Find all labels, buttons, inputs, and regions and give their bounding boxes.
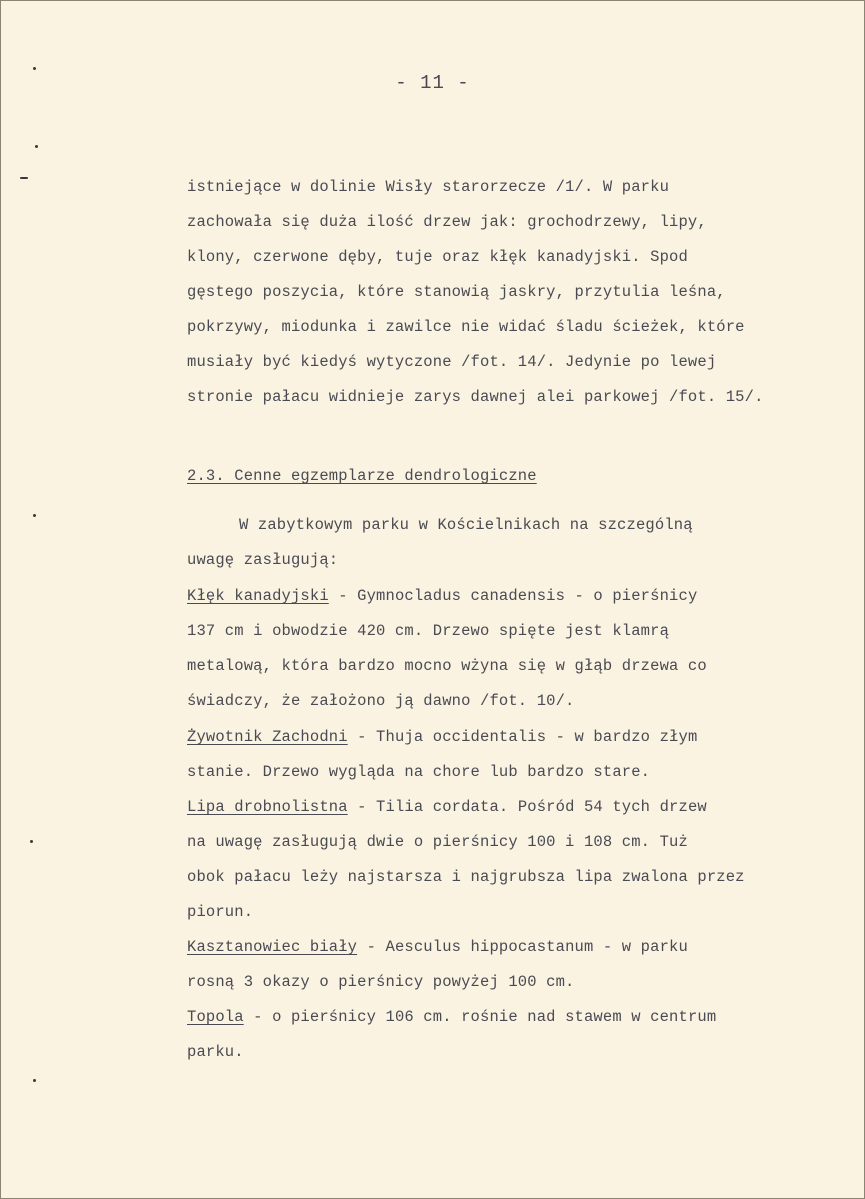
paragraph-line: zachowała się duża ilość drzew jak: grochodrzewy, lipy, [187, 213, 707, 231]
section-heading: 2.3. Cenne egzemplarze dendrologiczne [187, 467, 537, 485]
entry-text: - o pierśnicy 106 cm. rośnie nad stawem w centrum [243, 1008, 717, 1026]
margin-speck [33, 67, 36, 70]
entry-line: 137 cm i obwodzie 420 cm. Drzewo spięte jest klamrą [187, 622, 670, 640]
entry-name: Kłęk kanadyjski [187, 587, 329, 605]
entry-line: obok pałacu leży najstarsza i najgrubsza lipa zwalona przez [187, 868, 745, 886]
entry-text: - Aesculus hippocastanum - w parku [357, 938, 688, 956]
entry-topola [187, 1008, 716, 1026]
entry-line: świadczy, że założono ją dawno /fot. 10/. [187, 692, 575, 710]
entry-lipa-drobnolistna [187, 798, 707, 816]
margin-speck [30, 840, 33, 843]
paragraph-line: stronie pałacu widnieje zarys dawnej alei parkowej /fot. 15/. [187, 388, 764, 406]
entry-name: Lipa drobnolistna [187, 798, 348, 816]
paragraph-line: pokrzywy, miodunka i zawilce nie widać śladu ścieżek, które [187, 318, 745, 336]
entry-line: na uwagę zasługują dwie o pierśnicy 100 i 108 cm. Tuż [187, 833, 688, 851]
entry-text: - Thuja occidentalis - w bardzo złym [347, 728, 698, 746]
page-number: - 11 - [395, 72, 470, 94]
entry-name: Kasztanowiec biały [187, 938, 358, 956]
entry-line: piorun. [187, 903, 254, 921]
paragraph-line: musiały być kiedyś wytyczone /fot. 14/. Jedynie po lewej [187, 353, 717, 371]
paragraph-line: gęstego poszycia, które stanowią jaskry, przytulia leśna, [187, 283, 726, 301]
intro-line: W zabytkowym parku w Kościelnikach na szczególną [239, 516, 693, 534]
entry-kasztanowiec-bialy [187, 938, 688, 956]
margin-speck [33, 1079, 36, 1082]
intro-line: uwagę zasługują: [187, 551, 339, 569]
entry-kłęk-kanadyjski [187, 587, 697, 605]
entry-name: Żywotnik Zachodni [187, 728, 348, 746]
entry-name: Topola [187, 1008, 244, 1026]
entry-line: rosną 3 okazy o pierśnicy powyżej 100 cm. [187, 973, 575, 991]
margin-speck [20, 177, 28, 179]
entry-line: stanie. Drzewo wygląda na chore lub bardzo stare. [187, 763, 651, 781]
entry-line: parku. [187, 1043, 244, 1061]
margin-speck [33, 514, 36, 517]
paragraph-line: klony, czerwone dęby, tuje oraz kłęk kanadyjski. Spod [187, 248, 688, 266]
entry-zywotnik-zachodni [187, 728, 697, 746]
margin-speck [35, 145, 38, 148]
entry-text: - Gymnocladus canadensis - o pierśnicy [328, 587, 698, 605]
paragraph-line: istniejące w dolinie Wisły starorzecze /1/. W parku [187, 178, 670, 196]
entry-line: metalową, która bardzo mocno wżyna się w głąb drzewa co [187, 657, 707, 675]
entry-text: - Tilia cordata. Pośród 54 tych drzew [347, 798, 707, 816]
